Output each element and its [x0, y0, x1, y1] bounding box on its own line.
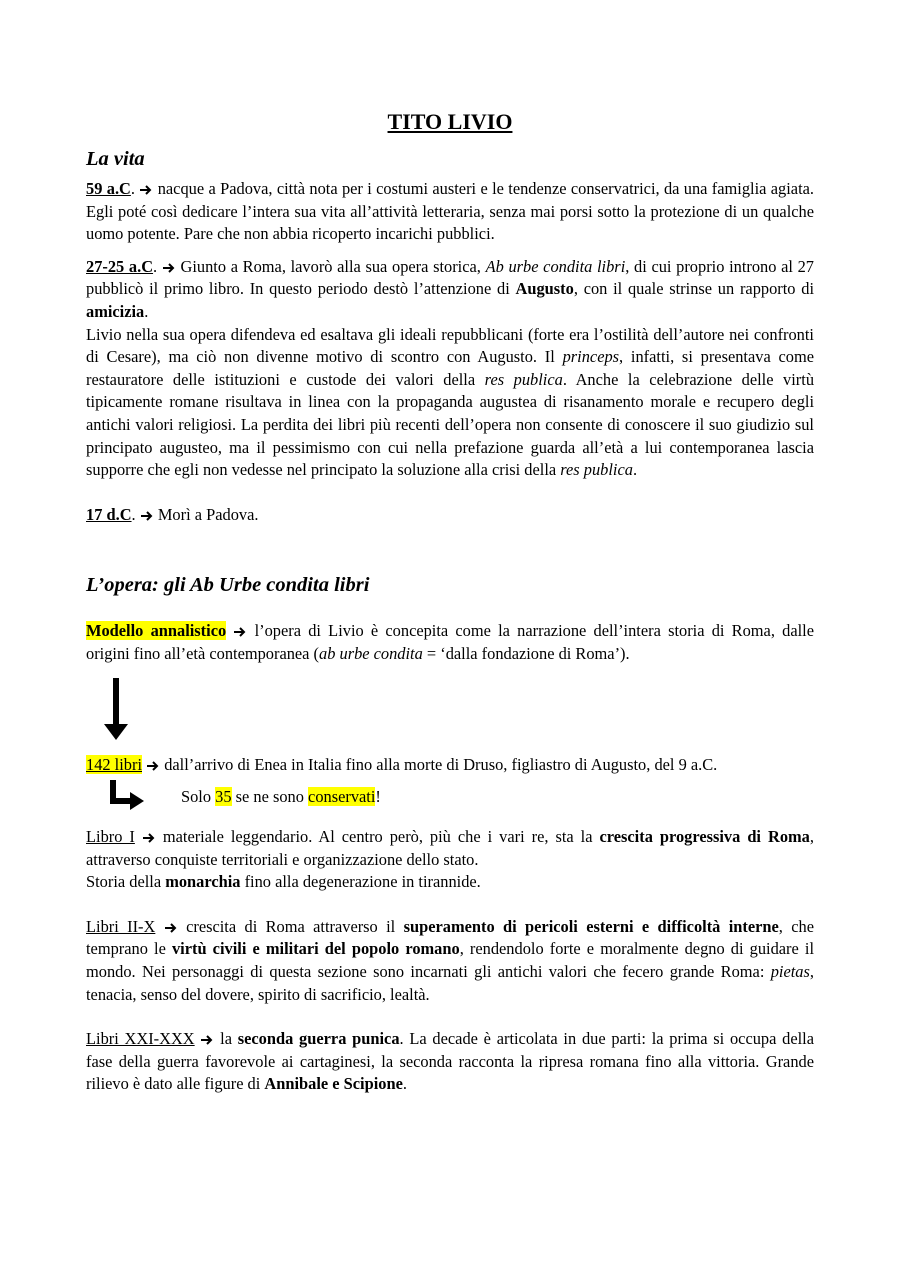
- paragraph-modello-annalistico: Modello annalistico l’opera di Livio è concepita come la narrazione dell’intera storia di Roma, dalle origini fino all’età contemporanea (ab urbe condita = ‘dalla fondazione di Roma’).: [86, 621, 814, 663]
- amicizia: amicizia: [86, 301, 145, 321]
- label-libri-xxi-xxx: Libri XXI-XXX: [86, 1029, 195, 1049]
- label-libro-i: Libro I: [86, 827, 135, 847]
- paragraph-17-dc: 17 d.C. Morì a Padova.: [86, 504, 259, 524]
- right-arrow-icon: [146, 760, 160, 772]
- highlight-35: 35: [215, 787, 232, 807]
- paragraph-27-25-ac: 27-25 a.C. Giunto a Roma, lavorò alla sua opera storica, Ab urbe condita libri, di cui proprio introno al 27 pubblicò il primo libro. In questo periodo destò l’attenzione di Augusto, con il quale strinse un rapporto di amicizia.: [86, 256, 814, 321]
- heading-la-vita: La vita: [86, 148, 145, 170]
- label-142-libri: 142 libri: [86, 754, 142, 774]
- paragraph-monarchia: Storia della monarchia fino alla degenerazione in tirannide.: [86, 872, 481, 892]
- paragraph-142-libri: 142 libri dall’arrivo di Enea in Italia fino alla morte di Druso, figliastro di Augusto, del 9 a.C.: [86, 754, 718, 774]
- down-arrow-block: [86, 666, 814, 754]
- corner-arrow-icon: [108, 780, 146, 812]
- document-content: [86, 108, 814, 1096]
- augusto: Augusto: [515, 279, 574, 299]
- right-arrow-icon: [142, 832, 156, 844]
- right-arrow-icon: [139, 184, 153, 196]
- work-title: Ab urbe condita libri: [485, 256, 626, 276]
- right-arrow-icon: [162, 262, 176, 274]
- paragraph-libro-i: Libro I materiale leggendario. Al centro però, più che i vari re, sta la crescita progressiva di Roma, attraverso conquiste territoriali e organizzazione dello stato.: [86, 827, 814, 869]
- right-arrow-icon: [140, 510, 154, 522]
- heading-opera: L’opera: gli Ab Urbe condita libri: [86, 574, 370, 597]
- highlight-conservati: conservati: [308, 787, 376, 807]
- label-libri-ii-x: Libri II-X: [86, 916, 156, 936]
- date-27-25-ac: 27-25 a.C: [86, 256, 154, 276]
- label-modello-annalistico: Modello annalistico: [86, 621, 227, 641]
- date-17-dc: 17 d.C: [86, 504, 132, 524]
- right-arrow-icon: [200, 1034, 214, 1046]
- date-59-ac: 59 a.C: [86, 179, 131, 198]
- paragraph-libri-ii-x: Libri II-X crescita di Roma attraverso il superamento di pericoli esterni e difficoltà interne, che temprano le virtù civili e militari del popolo romano, rendendolo forte e moralmente degno di guidare il mondo. Nei personaggi di questa sezione sono incarnati gli antichi valori che fecero grande Roma: pietas, tenacia, senso del dovere, spirito di sacrificio, lealtà.: [86, 916, 815, 1004]
- down-arrow-icon: [101, 678, 131, 744]
- right-arrow-icon: [164, 922, 178, 934]
- solo-35-text: Solo 35 se ne sono conservati!: [181, 787, 381, 807]
- page-title: TITO LIVIO: [387, 109, 513, 134]
- solo-35-row: [86, 786, 814, 814]
- paragraph-libri-xxi-xxx: Libri XXI-XXX la seconda guerra punica. La decade è articolata in due parti: la prima si occupa della fase della guerra favorevole ai cartaginesi, la seconda racconta la ripresa romana fino alla vittoria. Grande rilievo è dato alle figure di Annibale e Scipione.: [86, 1029, 814, 1094]
- right-arrow-icon: [233, 626, 247, 638]
- paragraph-59-ac: 59 a.C. nacque a Padova, città nota per i costumi austeri e le tendenze conservatrici, da una famiglia agiata. Egli poté così dedicare l’intera sua vita all’attività letteraria, senza mai porsi sotto la protezione di un qualche uomo potente. Pare che non abbia ricoperto incarichi pubblici.: [86, 179, 814, 244]
- paragraph-livio-opera: Livio nella sua opera difendeva ed esaltava gli ideali repubblicani (forte era l’ostilità dell’autore nei confronti di Cesare), ma ciò non divenne motivo di scontro con Augusto. Il princeps, infatti, si presentava come restauratore delle istituzioni e custode dei valori della res publica. Anche la celebrazione delle virtù tipicamente romane risultava in linea con la propaganda augustea di risanamento morale e recupero degli antichi valori religiosi. La perdita dei libri più recenti dell’opera non consente di conoscere il suo giudizio sul principato augusteo, ma il pessimismo con cui nella prefazione guarda all’età a lui contemporanea lascia supporre che egli non vedesse nel principato la soluzione alla crisi della res publica.: [86, 324, 815, 480]
